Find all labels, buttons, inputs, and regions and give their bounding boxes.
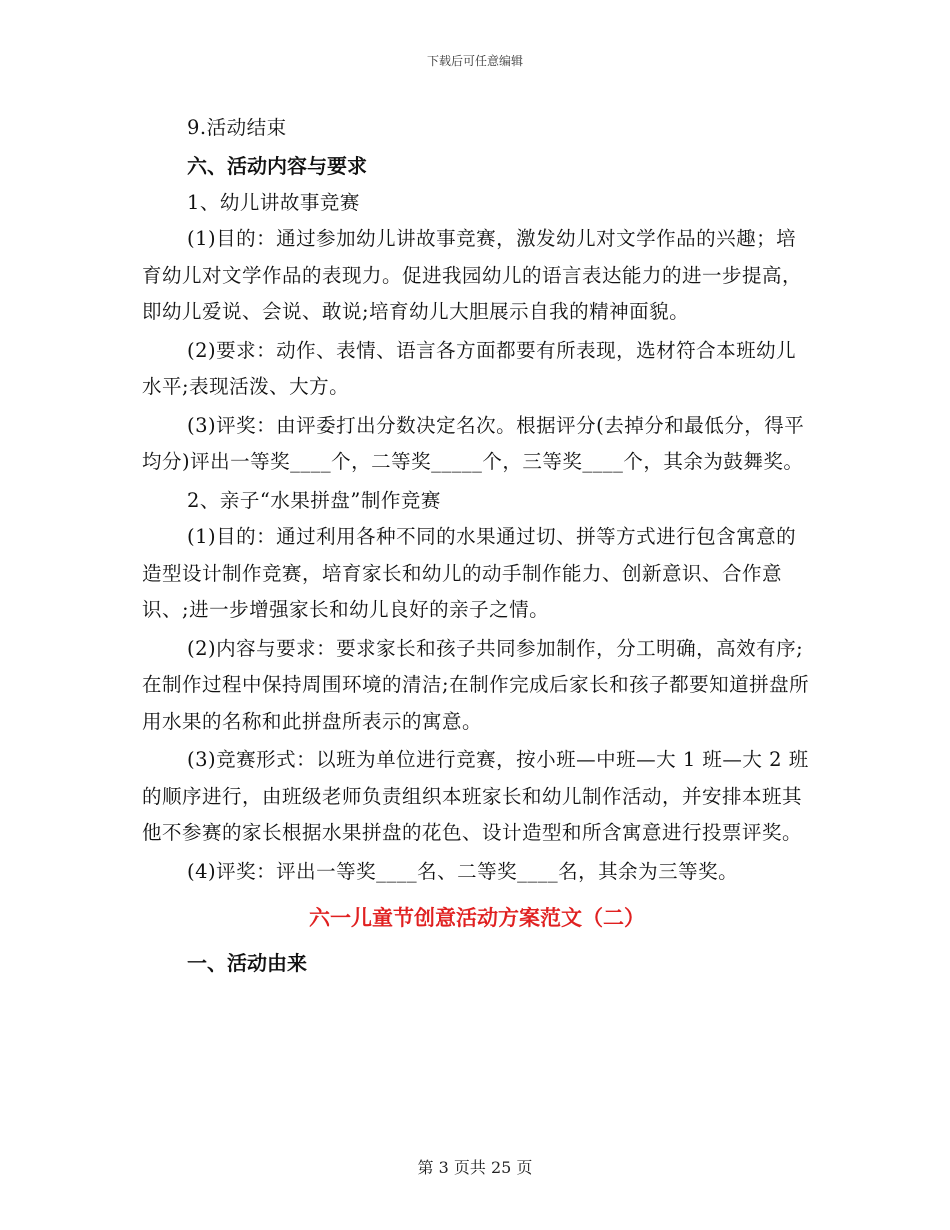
section-title-red: 六一儿童节创意活动方案范文（二） xyxy=(309,906,645,930)
paragraph-1-2: (2)要求：动作、表情、语言各方面都要有所表现，选材符合本班幼儿水平;表现活泼、大方。 xyxy=(142,338,797,398)
paragraph-1-1: (1)目的：通过参加幼儿讲故事竞赛，激发幼儿对文学作品的兴趣；培育幼儿对文学作品的表现力。促进我园幼儿的语言表达能力的进一步提高，即幼儿爱说、会说、敢说;培育幼儿大胆展示自我的精神面貌。 xyxy=(142,227,803,323)
section-heading-1: 一、活动由来 xyxy=(187,951,307,975)
page-header: 下载后可任意编辑 xyxy=(426,54,523,68)
paragraph-2-1: (1)目的：通过利用各种不同的水果通过切、拼等方式进行包含寓意的造型设计制作竞赛，培育家长和幼儿的动手制作能力、创新意识、合作意识、;进一步增强家长和幼儿良好的亲子之情。 xyxy=(142,525,797,621)
page-footer: 第 3 页共 25 页 xyxy=(417,1158,533,1177)
item-9: 9.活动结束 xyxy=(187,116,287,139)
paragraph-2-3: (3)竞赛形式：以班为单位进行竞赛，按小班—中班—大 1 班—大 2 班的顺序进行，由班级老师负责组织本班家长和幼儿制作活动，并安排本班其他不参赛的家长根据水果拼盘的花色、设计造型和所含寓意进行投票评奖。 xyxy=(142,748,809,844)
subheading-2: 2、亲子“水果拼盘”制作竞赛 xyxy=(187,488,441,512)
paragraph-2-4: (4)评奖：评出一等奖____名、二等奖____名，其余为三等奖。 xyxy=(187,859,739,883)
paragraph-1-3: (3)评奖：由评委打出分数决定名次。根据评分(去掉分和最低分，得平均分)评出一等奖____个，二等奖_____个，三等奖____个，其余为鼓舞奖。 xyxy=(142,413,805,473)
subheading-1: 1、幼儿讲故事竞赛 xyxy=(187,190,360,214)
document-body xyxy=(142,110,812,982)
paragraph-2-2: (2)内容与要求：要求家长和孩子共同参加制作，分工明确，高效有序;在制作过程中保持周围环境的清洁;在制作完成后家长和孩子都要知道拼盘所用水果的名称和此拼盘所表示的寓意。 xyxy=(142,636,810,733)
section-heading-6: 六、活动内容与要求 xyxy=(187,153,367,178)
